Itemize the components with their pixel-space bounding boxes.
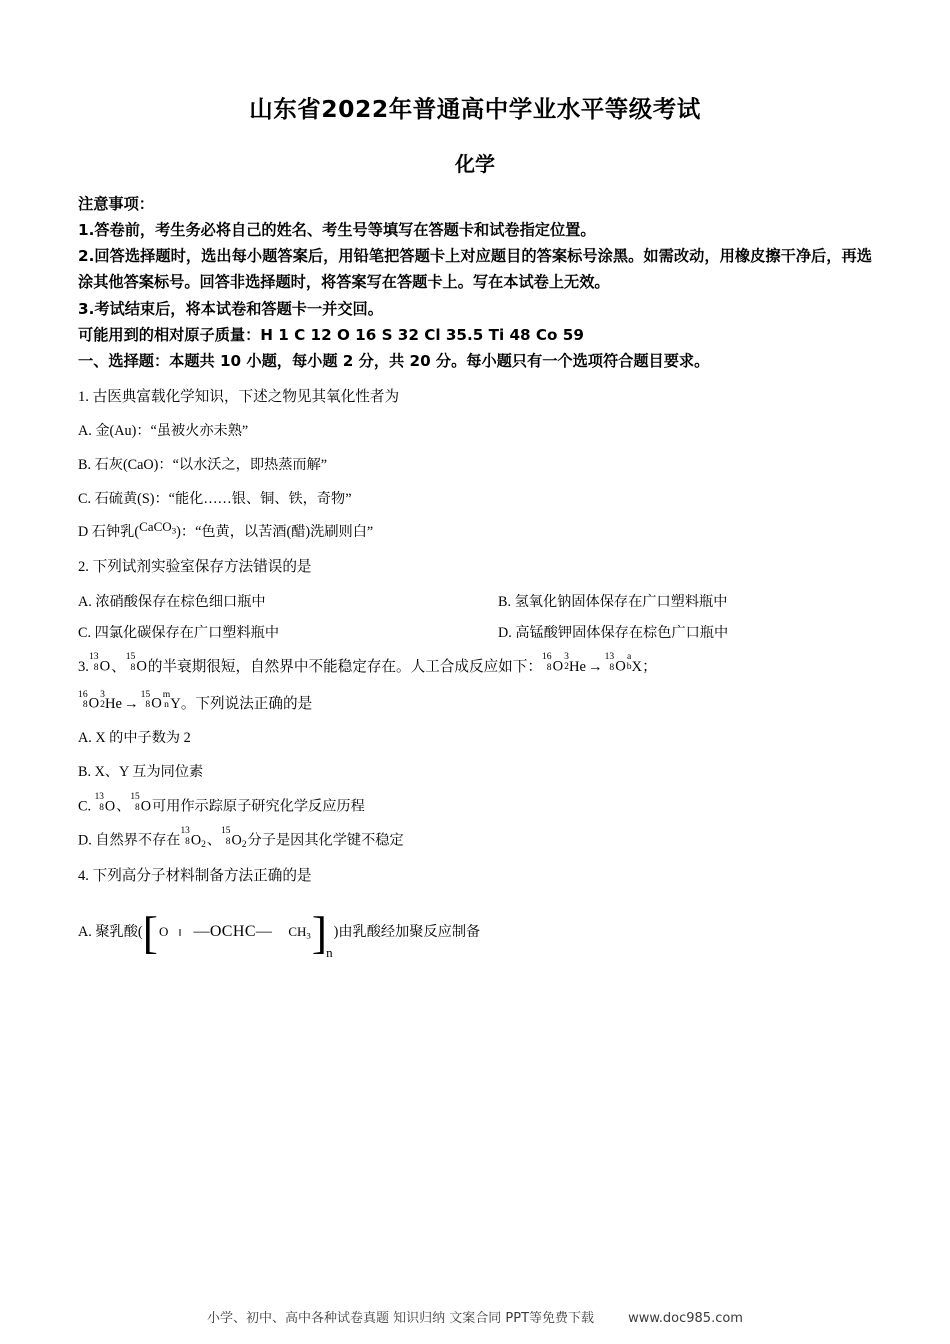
atomic-mass-label: 可能用到的相对原子质量： <box>78 325 261 344</box>
question-2-options-row-1 <box>78 591 872 611</box>
y-prefix: m n <box>162 688 171 710</box>
nuclide-o15: 15 8 O <box>125 651 147 675</box>
question-3-option-b <box>78 761 872 784</box>
question-2-option-c <box>78 622 498 642</box>
question-1-stem <box>78 386 872 409</box>
nuclide-o13-dioxygen: 13 8 $O_2$ <box>180 826 206 851</box>
notice-item-3: 3.考试结束后，将本试卷和答题卡一并交回。 <box>78 299 383 318</box>
option-text-pre: 石钟乳( <box>91 524 140 541</box>
question-3-number: 3. <box>78 658 89 675</box>
option-text: 浓硝酸保存在棕色细口瓶中 <box>95 593 266 610</box>
option-label: A. <box>78 423 92 440</box>
nuclide-o15-b: 15 8 O <box>140 688 162 713</box>
option-label: C. <box>78 624 92 641</box>
question-2-options-row-2 <box>78 622 872 642</box>
question-4-text: 下列高分子材料制备方法正确的是 <box>92 867 312 884</box>
helium-symbol-2: He <box>104 696 123 713</box>
nuclide-o13-c: 13 8 O <box>94 792 116 815</box>
question-2-text: 下列试剂实验室保存方法错误的是 <box>92 559 312 576</box>
nuclide-o13-b: 13 8 O <box>604 651 626 675</box>
option-text: 石灰(CaO)：“以水沃之，即热蒸而解” <box>94 457 328 474</box>
helium-3-prefix-2: 3 2 <box>100 688 105 710</box>
option-text-pre: 聚乳酸( <box>95 923 143 940</box>
question-2-option-b <box>498 591 727 611</box>
question-2-option-d <box>498 622 728 642</box>
footer-text: 小学、初中、高中各种试卷真题 知识归纳 文案合同 PPT等免费下载 <box>207 1311 595 1326</box>
nuclide-o13: 13 8 O <box>88 651 111 675</box>
option-label: D <box>78 524 89 541</box>
footer-site: www.doc985.com <box>628 1311 743 1326</box>
question-3-text-1: 的半衰期很短，自然界中不能稳定存在。人工合成反应如下： <box>147 658 542 675</box>
page-title: 山东省2022年普通高中学业水平等级考试 <box>249 95 701 123</box>
option-text-tail: 分子是因其化学键不稳定 <box>247 832 404 849</box>
question-3-option-c: C. 13 8 O、 15 8 O可用作示踪原子研究化学反应历程 <box>78 795 872 818</box>
option-text: 氢氧化钠固体保存在广口塑料瓶中 <box>514 593 728 610</box>
reaction-arrow-icon: → <box>587 658 603 675</box>
option-label: B. <box>78 457 92 474</box>
question-4-stem <box>78 865 872 888</box>
atomic-mass-values: H 1 C 12 O 16 S 32 Cl 35.5 Ti 48 Co 59 <box>260 325 584 344</box>
bracket-close-icon: ] <box>311 906 328 958</box>
question-2-option-a <box>78 591 498 611</box>
structure-main-chain: —OCHC— <box>193 922 273 940</box>
question-3-option-d: D. 自然界不存在 13 8 $O_2$、 15 8 $O_2$分子是因其化学键不稳定 <box>78 829 872 853</box>
question-2-stem <box>78 556 872 579</box>
reaction-arrow-icon-2: → <box>124 696 139 713</box>
nuclide-o16-c: 16 8 O <box>78 688 100 713</box>
question-2-number: 2. <box>78 559 89 576</box>
structure-subscript-n: n <box>326 944 333 960</box>
atomic-mass-line <box>78 322 872 348</box>
question-3 <box>78 651 872 853</box>
question-1-text: 古医典富载化学知识，下述之物见其氧化性者为 <box>92 388 400 405</box>
bracket-open-icon: [ <box>142 906 158 958</box>
option-label: C. <box>78 798 92 815</box>
option-text: 石硫黄(S)：“能化……银、铜、铁，奇物” <box>94 490 352 507</box>
question-3-text-2: 。下列说法正确的是 <box>180 696 313 713</box>
question-1-number: 1. <box>78 388 89 405</box>
helium-3-prefix: 3 2 <box>564 651 569 673</box>
helium-symbol: He <box>568 658 586 675</box>
option-label: C. <box>78 490 92 507</box>
option-label: D. <box>78 832 92 849</box>
option-label: D. <box>498 624 512 641</box>
option-text-post: )：“色黄，以苦酒(醋)洗刷则白” <box>176 524 374 541</box>
notice-item-2: 2.回答选择题时，选出每小题答案后，用铅笔把答题卡上对应题目的答案标号涂黑。如需改动，用橡皮擦干净后，再选涂其他答案标号。回答非选择题时，将答案写在答题卡上。写在本试卷上无效。 <box>78 247 872 292</box>
option-label: B. <box>498 593 512 610</box>
option-text: X、Y 互为同位素 <box>94 764 204 781</box>
x-prefix: a b <box>626 651 632 673</box>
structure-top-atom: O <box>158 923 169 939</box>
footer <box>0 1307 950 1326</box>
option-label: A. <box>78 593 92 610</box>
question-1-option-b <box>78 454 872 477</box>
question-3-stem-line-2 <box>78 688 872 716</box>
subject-title: 化学 <box>455 152 495 176</box>
option-text: 金(Au)：“虽被火亦未熟” <box>95 423 249 440</box>
double-bond-icon: ‖ <box>178 926 181 939</box>
question-3-stem-line-1: 3. 13 8 O、 15 8 O的半衰期很短，自然界中不能稳定存在。人工合成反应如下： 16 8 O 3 2 He → 13 8 O a b X； <box>78 654 872 679</box>
question-4-option-a <box>78 906 872 960</box>
question-1 <box>78 386 872 544</box>
notice-heading: 注意事项： <box>78 195 154 213</box>
option-text: 高锰酸钾固体保存在棕色广口瓶中 <box>515 624 729 641</box>
y-symbol: Y <box>170 696 181 713</box>
nuclide-o16-a: 16 8 O <box>541 651 564 675</box>
section-heading: 一、选择题：本题共 10 小题，每小题 2 分，共 20 分。每小题只有一个选项符合题目要求。 <box>78 351 710 370</box>
question-4-number: 4. <box>78 867 89 884</box>
option-text: X 的中子数为 2 <box>95 730 191 747</box>
question-4 <box>78 865 872 960</box>
question-1-option-c <box>78 488 872 511</box>
notice-section <box>78 191 872 322</box>
polylactic-acid-structure <box>142 906 334 960</box>
option-label: A. <box>78 730 92 747</box>
option-label: B. <box>78 764 92 781</box>
x-symbol: X <box>631 658 643 675</box>
structure-side-group: $CH_3$ <box>288 923 311 941</box>
option-label: A. <box>78 923 92 940</box>
option-text: 四氯化碳保存在广口塑料瓶中 <box>94 624 280 641</box>
question-2 <box>78 556 872 641</box>
question-1-option-a <box>78 420 872 443</box>
option-text-post: )由乳酸经加聚反应制备 <box>333 923 481 940</box>
calcium-carbonate-formula: CaCO$_3$ <box>139 519 177 536</box>
option-text: 可用作示踪原子研究化学反应历程 <box>151 798 365 815</box>
option-text: 自然界不存在 <box>95 832 181 849</box>
question-3-option-a <box>78 727 872 750</box>
nuclide-o15-dioxygen: 15 8 $O_2$ <box>221 826 247 851</box>
notice-item-1: 1.答卷前，考生务必将自己的姓名、考生号等填写在答题卡和试卷指定位置。 <box>78 221 596 240</box>
question-1-option-d <box>78 521 872 544</box>
nuclide-o15-c: 15 8 O <box>130 792 151 815</box>
